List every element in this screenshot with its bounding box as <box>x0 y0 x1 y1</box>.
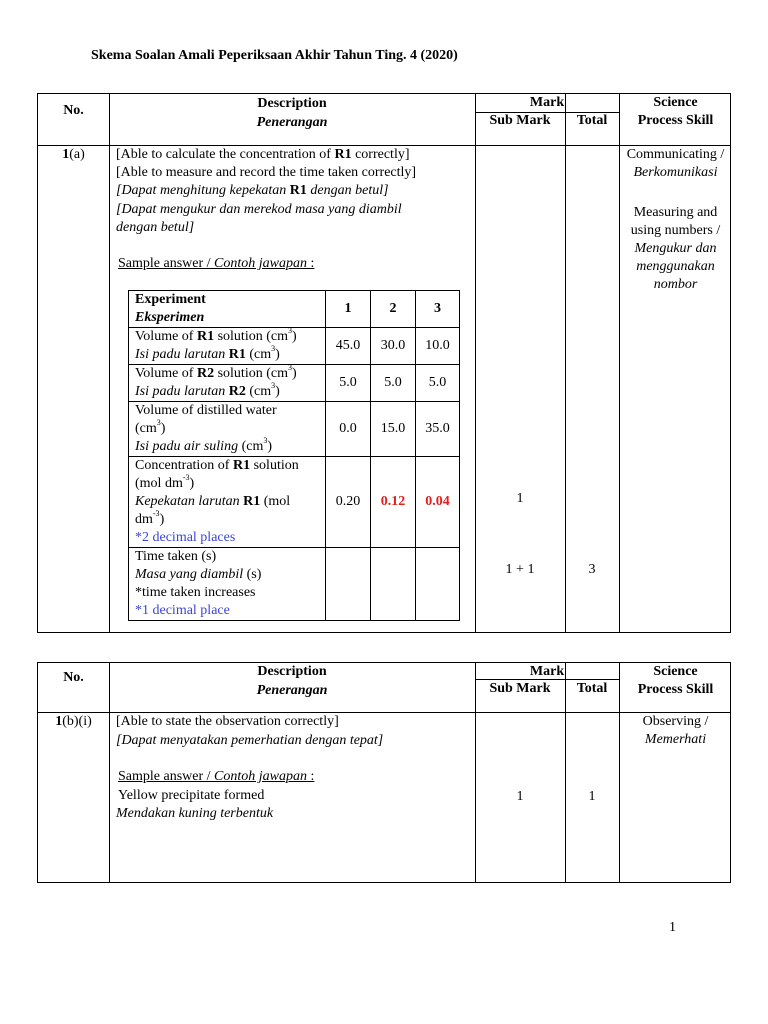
r5-val-2 <box>371 548 416 621</box>
total-mark: 3 <box>588 562 596 577</box>
sample-answer-en: Sample answer / <box>118 256 215 271</box>
criteria-3-end: dengan betul] <box>306 183 389 198</box>
sub-mark-b: 1 <box>516 789 524 804</box>
criteria-3-bold: R1 <box>289 183 307 198</box>
r4-val-1: 0.20 <box>326 457 371 548</box>
sample-answer-2-en: Sample answer / <box>118 769 215 784</box>
header-skill-line2: Process Skill <box>637 113 714 128</box>
question-number-2-part: (b)(i) <box>62 714 92 729</box>
exp-head-en: Experiment <box>135 292 206 307</box>
answer-ms: Mendakan kuning terbentuk <box>116 806 274 821</box>
skill-2-ms3: nombor <box>653 277 698 292</box>
header-skill-2-line2: Process Skill <box>637 682 714 697</box>
criteria-1-bold: R1 <box>334 147 352 162</box>
header-no: No. <box>63 103 84 118</box>
header-no-2: No. <box>63 670 84 685</box>
experiment-table <box>128 290 460 621</box>
total-mark-b: 1 <box>588 789 596 804</box>
criteria-1-end: correctly] <box>351 147 410 162</box>
r5-label: Time taken (s) Masa yang diambil (s) *time taken increases *1 decimal place <box>129 548 326 621</box>
exp-col-3: 3 <box>416 291 460 328</box>
criteria-1-text: [Able to calculate the concentration of <box>116 147 335 162</box>
question-number-2-bold: 1 <box>55 714 63 729</box>
question-number-part: (a) <box>69 147 85 162</box>
skill-b-en: Observing / <box>642 714 709 729</box>
criteria-b2: [Dapat menyatakan pemerhatian dengan tepat] <box>116 733 384 748</box>
header-description: Description <box>257 96 327 111</box>
header-skill-line1: Science <box>653 95 698 110</box>
skill-communicating <box>619 146 732 182</box>
header-skill <box>619 94 732 130</box>
skill-1-en: Communicating / <box>626 147 725 162</box>
answer-table-1bi <box>37 662 731 883</box>
header-description-2: Description <box>257 664 327 679</box>
r2-val-3: 5.0 <box>416 365 460 402</box>
header-total: Total <box>576 113 608 128</box>
document-title: Skema Soalan Amali Peperiksaan Akhir Tahun Ting. 4 (2020) <box>91 48 458 63</box>
r3-val-1: 0.0 <box>326 402 371 457</box>
header-skill-2-line1: Science <box>653 664 698 679</box>
header-mark: Mark <box>529 95 565 110</box>
skill-observing <box>619 713 732 749</box>
r4-val-2: 0.12 <box>371 457 416 548</box>
header-mark-2: Mark <box>529 664 565 679</box>
r1-val-3: 10.0 <box>416 328 460 365</box>
r1-val-2: 30.0 <box>371 328 416 365</box>
skill-measuring <box>619 204 732 294</box>
header-sub-mark-2: Sub Mark <box>489 681 551 696</box>
sample-answer-colon: : <box>307 256 315 271</box>
sample-answer-label-2 <box>118 768 314 786</box>
r5-val-1 <box>326 548 371 621</box>
r1-label: Volume of R1 solution $(cm^3)$ Isi padu larutan R1 $(cm^3)$ <box>129 328 326 365</box>
criteria-1 <box>116 146 410 164</box>
sub-mark-1: 1 <box>516 491 524 506</box>
criteria-b1: [Able to state the observation correctly] <box>116 714 339 729</box>
question-number-2 <box>38 713 109 731</box>
skill-b-ms: Memerhati <box>644 732 707 747</box>
sample-answer-2-colon: : <box>307 769 315 784</box>
skill-2-ms1: Mengukur dan <box>634 241 717 256</box>
r3-label: Volume of distilled water $(cm^3)$ Isi padu air suling $(cm^3)$ <box>129 402 326 457</box>
header-total-2: Total <box>576 681 608 696</box>
header-skill-2 <box>619 663 732 699</box>
criteria-4: [Dapat mengukur dan merekod masa yang diambil <box>116 202 402 217</box>
page-number: 1 <box>669 920 676 935</box>
header-description-ms-2: Penerangan <box>256 683 328 698</box>
skill-2-en1: Measuring and <box>633 205 718 220</box>
r3-val-3: 35.0 <box>416 402 460 457</box>
answer-table-1a <box>37 93 731 633</box>
question-number-bold: 1 <box>62 147 70 162</box>
sub-mark-2: 1 + 1 <box>505 562 535 577</box>
exp-col-2: 2 <box>371 291 416 328</box>
question-number <box>38 146 109 164</box>
skill-2-en2: using numbers / <box>630 223 721 238</box>
exp-col-1: 1 <box>326 291 371 328</box>
r2-label: Volume of R2 solution $(cm^3)$ Isi padu larutan R2 $(cm^3)$ <box>129 365 326 402</box>
r3-val-2: 15.0 <box>371 402 416 457</box>
r2-val-1: 5.0 <box>326 365 371 402</box>
sample-answer-2-ms: Contoh jawapan <box>214 769 307 784</box>
skill-1-ms: Berkomunikasi <box>633 165 718 180</box>
criteria-3-text: [Dapat menghitung kepekatan <box>116 183 290 198</box>
exp-head-cell <box>129 291 326 328</box>
criteria-3 <box>116 182 389 200</box>
r4-val-3: 0.04 <box>416 457 460 548</box>
criteria-2: [Able to measure and record the time taken correctly] <box>116 165 417 180</box>
sample-answer-ms: Contoh jawapan <box>214 256 307 271</box>
r4-label: Concentration of R1 solution (mol $dm^{-3}$) Kepekatan larutan R1 (mol $dm^{-3}$) *2 decimal places <box>129 457 326 548</box>
decimal-note-1: *1 decimal place <box>135 603 230 618</box>
decimal-note-2: *2 decimal places <box>135 530 236 545</box>
skill-2-ms2: menggunakan <box>636 259 715 274</box>
exp-head-ms: Eksperimen <box>135 310 205 325</box>
header-description-ms: Penerangan <box>256 115 328 130</box>
r2-val-2: 5.0 <box>371 365 416 402</box>
r5-val-3 <box>416 548 460 621</box>
answer-en: Yellow precipitate formed <box>118 788 265 803</box>
sample-answer-label <box>118 255 314 273</box>
criteria-5: dengan betul] <box>116 220 195 235</box>
r1-val-1: 45.0 <box>326 328 371 365</box>
header-sub-mark: Sub Mark <box>489 113 551 128</box>
